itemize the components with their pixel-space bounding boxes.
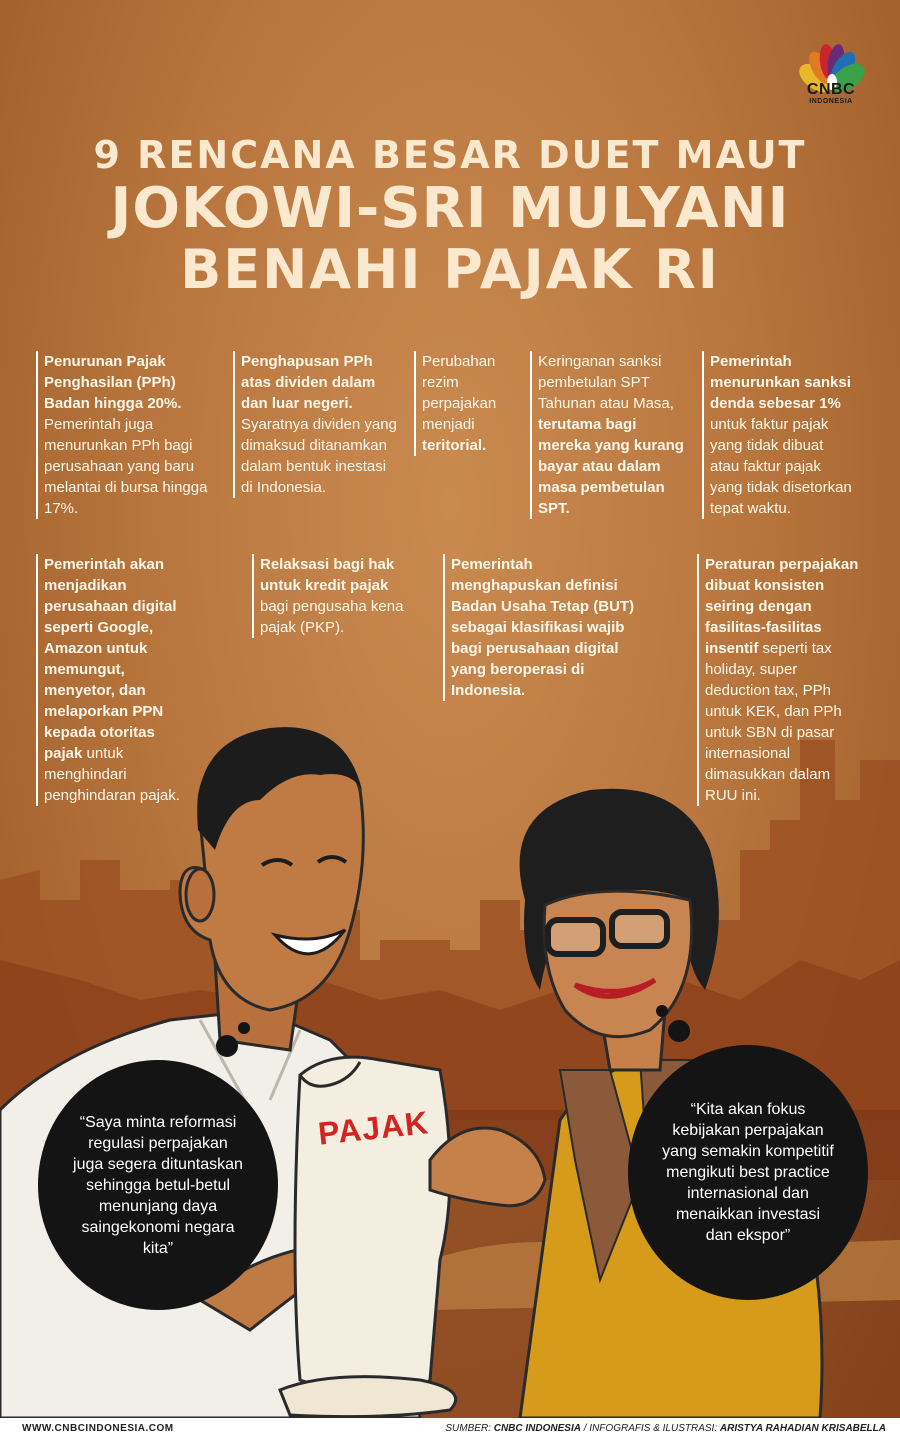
quote-text-jokowi: “Saya minta reformasi regulasi perpajakan juga segera dituntaskan sehingga betul-betul menunjang daya saingekonomi negara kita”	[73, 1113, 243, 1257]
plan-item-8-highlight: Pemerintah menghapuskan definisi Badan Usaha Tetap (BUT) sebagai klasifikasi wajib bagi perusahaan digital yang beroperasi di Indonesia.	[451, 556, 635, 699]
plan-item-9-text: seperti tax holiday, super deduction tax, PPh untuk KEK, dan PPh untuk SBN di pasar internasional dimasukkan dalam RUU ini.	[705, 640, 842, 804]
plan-item-5-highlight: Pemerintah menurunkan sanksi denda sebesar 1%	[710, 353, 851, 412]
quote-bubble-tail-right-small	[656, 1005, 668, 1017]
plan-item-5-text: untuk faktur pajak yang tidak dibuat atau faktur pajak yang tidak disetorkan tepat waktu.	[710, 416, 852, 517]
title-line-3: BENAHI PAJAK RI	[180, 238, 720, 301]
plan-item-4-highlight: terutama bagi mereka yang kurang bayar atau dalam masa pembetulan SPT.	[538, 416, 684, 517]
plan-item-9-highlight: Peraturan perpajakan dibuat konsisten seiring dengan fasilitas-fasilitas insentif	[705, 556, 859, 657]
plan-item-4-text: Keringanan sanksi pembetulan SPT Tahunan atau Masa,	[538, 353, 674, 412]
plan-item-2-highlight: Penghapusan PPh atas dividen dalam dan luar negeri.	[241, 353, 376, 412]
plan-item-1-text: Pemerintah juga menurunkan PPh bagi perusahaan yang baru melantai di bursa hingga 17%.	[44, 416, 208, 517]
footer-credits	[445, 1423, 886, 1434]
quote-bubble-tail-left	[216, 1035, 238, 1057]
quote-bubble-tail-left-small	[238, 1022, 250, 1034]
title-line-2: JOKOWI-SRI MULYANI	[110, 176, 790, 241]
footer-website: WWW.CNBCINDONESIA.COM	[22, 1423, 174, 1434]
brand-name: CNBC	[806, 81, 856, 98]
scroll-label: PAJAK	[316, 1104, 431, 1152]
plan-item-7-text: bagi pengusaha kena pajak (PKP).	[260, 598, 404, 636]
plan-item-6-text: untuk menghindari penghindaran pajak.	[44, 745, 180, 804]
plan-item-6-highlight: Pemerintah akan menjadikan perusahaan digital seperti Google, Amazon untuk memungut, menyetor, dan melaporkan PPN kepada otoritas pajak	[44, 556, 177, 762]
quote-text-sri-mulyani: “Kita akan fokus kebijakan perpajakan yang semakin kompetitif mengikuti best practice internasional dan menaikkan investasi dan ekspor”	[662, 1101, 834, 1244]
footer-credit-label: / INFOGRAFIS & ILUSTRASI:	[580, 1423, 720, 1434]
plan-item-1-highlight: Penurunan Pajak Penghasilan (PPh) Badan hingga 20%.	[44, 353, 182, 412]
quote-bubble-tail-right	[668, 1020, 690, 1042]
footer-source: CNBC INDONESIA	[493, 1423, 581, 1434]
footer-source-label: SUMBER:	[445, 1423, 494, 1434]
brand-sub: INDONESIA	[809, 98, 853, 105]
plan-item-3-text: Perubahan rezim perpajakan menjadi	[422, 353, 497, 433]
title-line-1: 9 RENCANA BESAR DUET MAUT	[93, 133, 807, 177]
quote-bubble-jokowi	[38, 1060, 278, 1310]
quote-bubble-sri-mulyani	[628, 1045, 868, 1300]
plan-item-3-highlight: teritorial.	[422, 437, 487, 454]
footer-bar	[0, 1418, 900, 1440]
plan-item-2-text: Syaratnya dividen yang dimaksud ditanamkan dalam bentuk inestasi di Indonesia.	[241, 416, 397, 496]
footer-credit: ARISTYA RAHADIAN KRISABELLA	[719, 1423, 886, 1434]
plan-item-7-highlight: Relaksasi bagi hak untuk kredit pajak	[260, 556, 395, 594]
